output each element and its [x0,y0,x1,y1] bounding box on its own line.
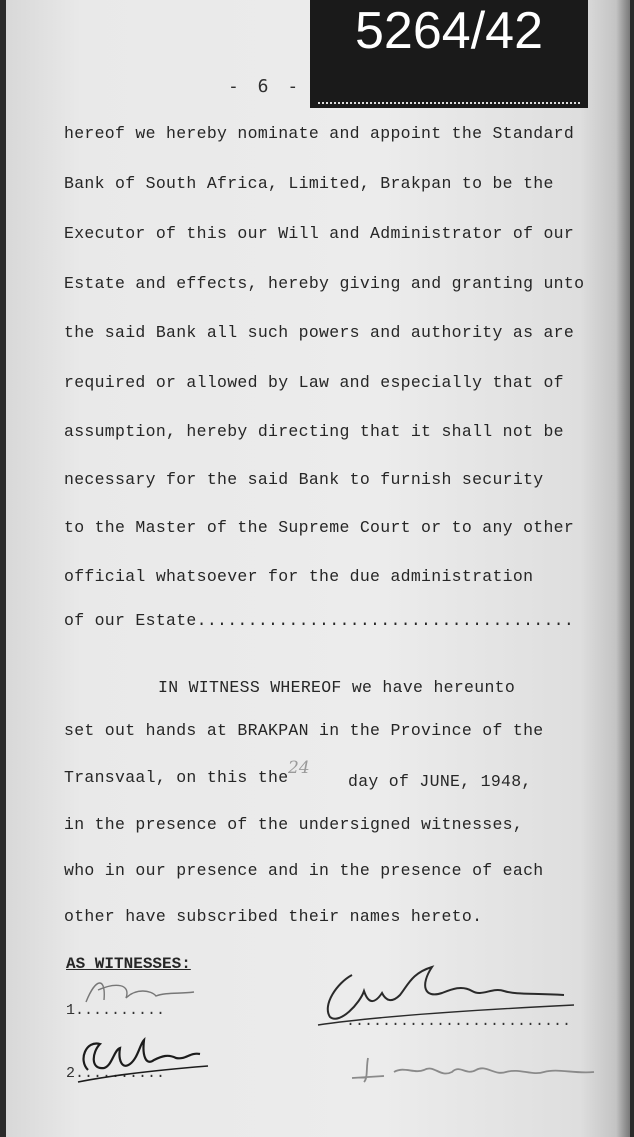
witnesses-heading: AS WITNESSES: [66,955,191,973]
will-line: Executor of this our Will and Administrator of our [64,224,575,243]
witness-clause-line: Transvaal, on this the [64,768,289,787]
witness-clause-line: IN WITNESS WHEREOF we have hereunto [158,678,516,697]
witness-clause-line: in the presence of the undersigned witnesses, [64,815,524,834]
document-page [6,0,630,1137]
handwritten-day: 24 [288,758,310,778]
witness-clause-line: set out hands at BRAKPAN in the Province of the [64,721,544,740]
testator-1-signature [312,955,582,1030]
reference-number: 5264/42 [355,2,543,60]
will-line: hereof we hereby nominate and appoint the Standard [64,124,575,143]
will-line: required or allowed by Law and especially that of [64,373,564,392]
testator-1-signature-line: ......................... [346,1013,572,1030]
witness-1-line: 1.......... [66,1002,166,1019]
witness-2-line: 2.......... [66,1065,166,1082]
witness-2-signature [68,1030,218,1090]
will-line: assumption, hereby directing that it shall not be [64,422,564,441]
will-line: Bank of South Africa, Limited, Brakpan to be the [64,174,554,193]
will-line: Estate and effects, hereby giving and granting unto [64,274,585,293]
reference-dotted-line [318,102,580,104]
will-line: the said Bank all such powers and authority as are [64,323,575,342]
reference-number-label [310,0,588,108]
testator-2-signature [344,1048,604,1088]
will-line: of our Estate..................................... [64,611,575,630]
will-line: official whatsoever for the due administration [64,567,534,586]
witness-clause-line: other have subscribed their names hereto. [64,907,483,926]
witness-clause-line: who in our presence and in the presence of each [64,861,544,880]
will-line: to the Master of the Supreme Court or to any other [64,518,575,537]
will-line: necessary for the said Bank to furnish security [64,470,544,489]
witness-clause-line: day of JUNE, 1948, [348,772,532,791]
page-number: - 6 - [228,76,303,97]
witness-1-signature [76,972,206,1012]
